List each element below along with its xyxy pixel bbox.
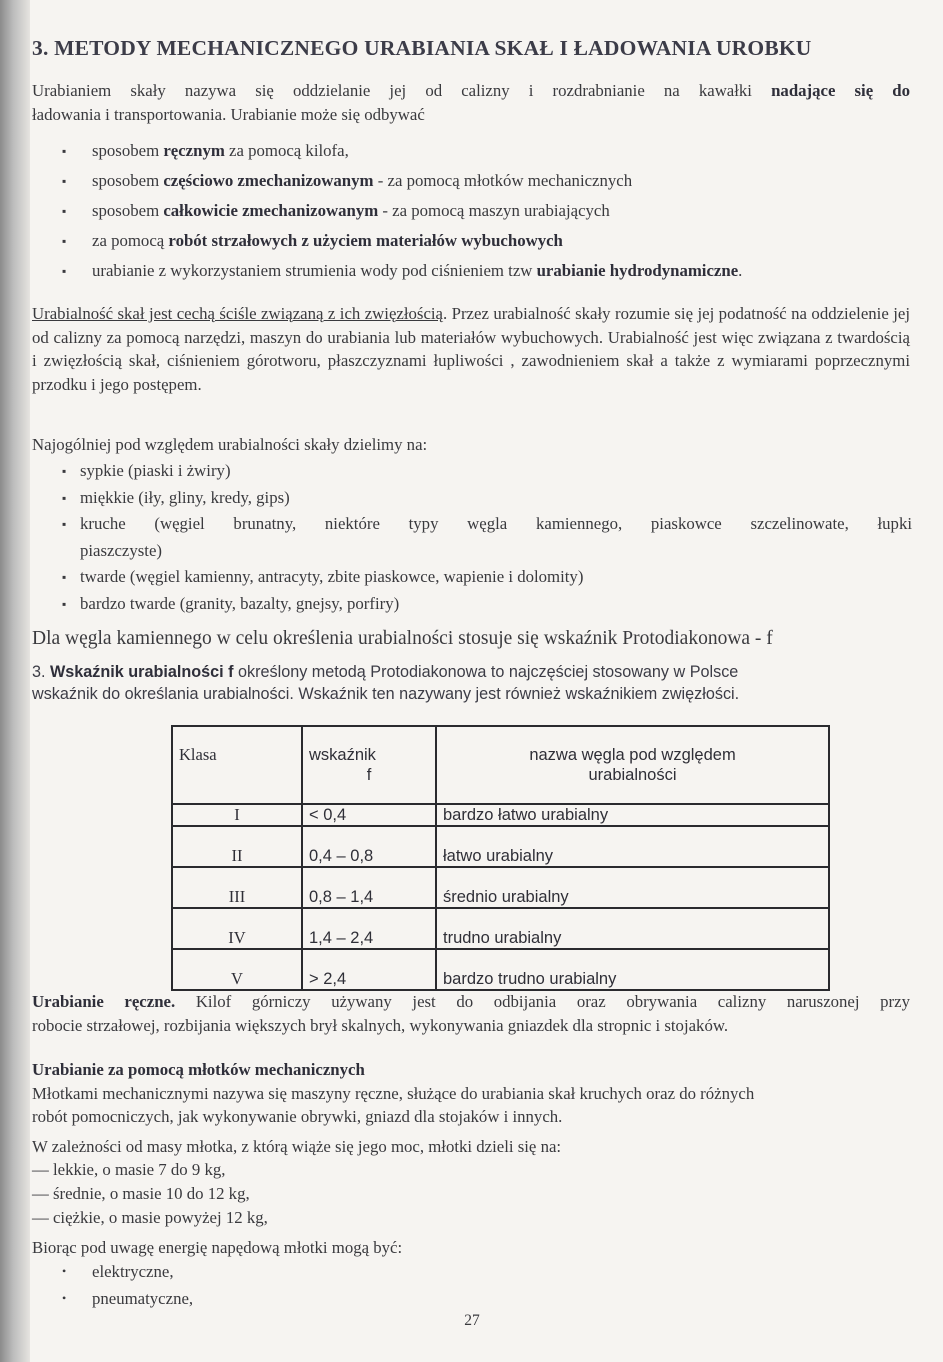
intro-paragraph xyxy=(32,79,910,126)
urabialnosc-rest: . Przez urabialność skały rozumie się jej podatność na oddzielenie jej od calizny za pomocą narzędzi, maszyn do urabiania lub materiałów wybuchowych. Urabialność jest więc związana z twardością i zwięzłością skał, ciśnieniem górotworu, płaszczyznami łupliwości , zawodnieniem skał a także z wymiarami poprzecznymi przodku i jego postępem. xyxy=(32,304,910,394)
table-header-row xyxy=(172,726,829,804)
list-item: — średnie, o masie 10 do 12 kg, xyxy=(32,1184,250,1203)
energy-list xyxy=(62,1258,912,1312)
table-row: II 0,4 – 0,8 łatwo urabialny xyxy=(172,826,829,867)
list-item: • pneumatyczne, xyxy=(62,1285,912,1312)
reczne-paragraph: Urabianie ręczne. Kilof górniczy używany jest do odbijania oraz obrywania calizny naruszonej przy robocie strzałowej, rozbijania większych brył skalnych, wykonywania gniazdek dla stropnic i stojaków. xyxy=(32,992,910,1035)
protodiakonow-sentence: Dla węgla kamiennego w celu określenia urabialności stosuje się wskaźnik Protodiakonowa - f xyxy=(32,628,773,649)
energy-intro: Biorąc pod uwagę energię napędową młotki mogą być: xyxy=(32,1238,403,1257)
list-item: ▪ sposobem całkowicie zmechanizowanym - za pomocą maszyn urabiających xyxy=(62,196,912,226)
list-item: ▪ sypkie (piaski i żwiry) xyxy=(62,458,912,485)
index-note-line1: 3. Wskaźnik urabialności f określony metodą Protodiakonowa to najczęściej stosowany w Polsce xyxy=(32,663,739,681)
mass-intro: W zależności od masy młotka, z którą wiąże się jego moc, młotki dzieli się na: xyxy=(32,1137,562,1156)
header-klasa: Klasa xyxy=(172,726,302,804)
mlotki-title: Urabianie za pomocą młotków mechanicznych xyxy=(32,1060,365,1079)
index-note-line2: wskaźnik do określania urabialności. Wskaźnik ten nazywany jest również wskaźnikiem zwięzłości. xyxy=(32,685,740,703)
list-item: • elektryczne, xyxy=(62,1258,912,1285)
mlotki-section: Urabianie za pomocą młotków mechanicznych Młotkami mechanicznymi nazywa się maszyny ręczne, służące do urabiania skał kruchych oraz do różnych robót pomocniczych, jak wykonywanie obrywki, gniazd dla stojaków i innych. xyxy=(32,1060,755,1126)
urabialnosc-paragraph xyxy=(32,302,910,396)
section-heading: 3. METODY MECHANICZNEGO URABIANIA SKAŁ I ŁADOWANIA UROBKU xyxy=(32,36,812,60)
classes-intro: Najogólniej pod względem urabialności skały dzielimy na: xyxy=(32,435,428,454)
list-item: ▪ twarde (węgiel kamienny, antracyty, zbite piaskowce, wapienie i dolomity) xyxy=(62,564,912,591)
list-item: ▪ bardzo twarde (granity, bazalty, gnejsy, porfiry) xyxy=(62,591,912,618)
table-row: III 0,8 – 1,4 średnio urabialny xyxy=(172,867,829,908)
table-row: V > 2,4 bardzo trudno urabialny xyxy=(172,949,829,990)
intro-lead: Urabianiem xyxy=(32,81,112,100)
list-item: ▪ urabianie z wykorzystaniem strumienia wody pod ciśnieniem tzw urabianie hydrodynamiczne. xyxy=(62,256,912,286)
list-item: ▪ za pomocą robót strzałowych z użyciem materiałów wybuchowych xyxy=(62,226,912,256)
header-wskaznik: wskaźnik f xyxy=(302,726,436,804)
rock-classes-list xyxy=(62,458,912,617)
list-item: ▪ sposobem ręcznym za pomocą kilofa, xyxy=(62,136,912,166)
list-item: ▪ miękkie (iły, gliny, kredy, gips) xyxy=(62,485,912,512)
intro-rest: skały nazywa się oddzielanie jej od calizny i rozdrabnianie na kawałki xyxy=(111,81,772,100)
reczne-title: Urabianie ręczne. xyxy=(32,992,176,1011)
table-row: IV 1,4 – 2,4 trudno urabialny xyxy=(172,908,829,949)
list-item-continuation: piaszczyste) xyxy=(80,540,162,560)
document-page xyxy=(32,0,912,1362)
table-row: I < 0,4 bardzo łatwo urabialny xyxy=(172,804,829,826)
list-item: — ciężkie, o masie powyżej 12 kg, xyxy=(32,1208,268,1227)
methods-list xyxy=(62,136,912,286)
header-nazwa: nazwa węgla pod względem urabialności xyxy=(436,726,829,804)
mass-list xyxy=(32,1158,910,1230)
page-number: 27 xyxy=(464,1312,480,1329)
intro-line2: ładowania i transportowania. Urabianie może się odbywać xyxy=(32,104,425,124)
list-item: ▪ kruche (węgiel brunatny, niektóre typy węgla kamiennego, piaskowce szczelinowate, łupki xyxy=(62,511,912,538)
urabialnosc-underlined: Urabialność skał jest cechą ściśle związaną z ich zwięzłością xyxy=(32,304,443,323)
book-binding-shadow xyxy=(0,0,30,1362)
list-item: ▪ sposobem częściowo zmechanizowanym - za pomocą młotków mechanicznych xyxy=(62,166,912,196)
list-item: — lekkie, o masie 7 do 9 kg, xyxy=(32,1160,226,1179)
urabialnosc-table xyxy=(171,725,830,991)
intro-bold-end: nadające się do xyxy=(771,81,911,100)
